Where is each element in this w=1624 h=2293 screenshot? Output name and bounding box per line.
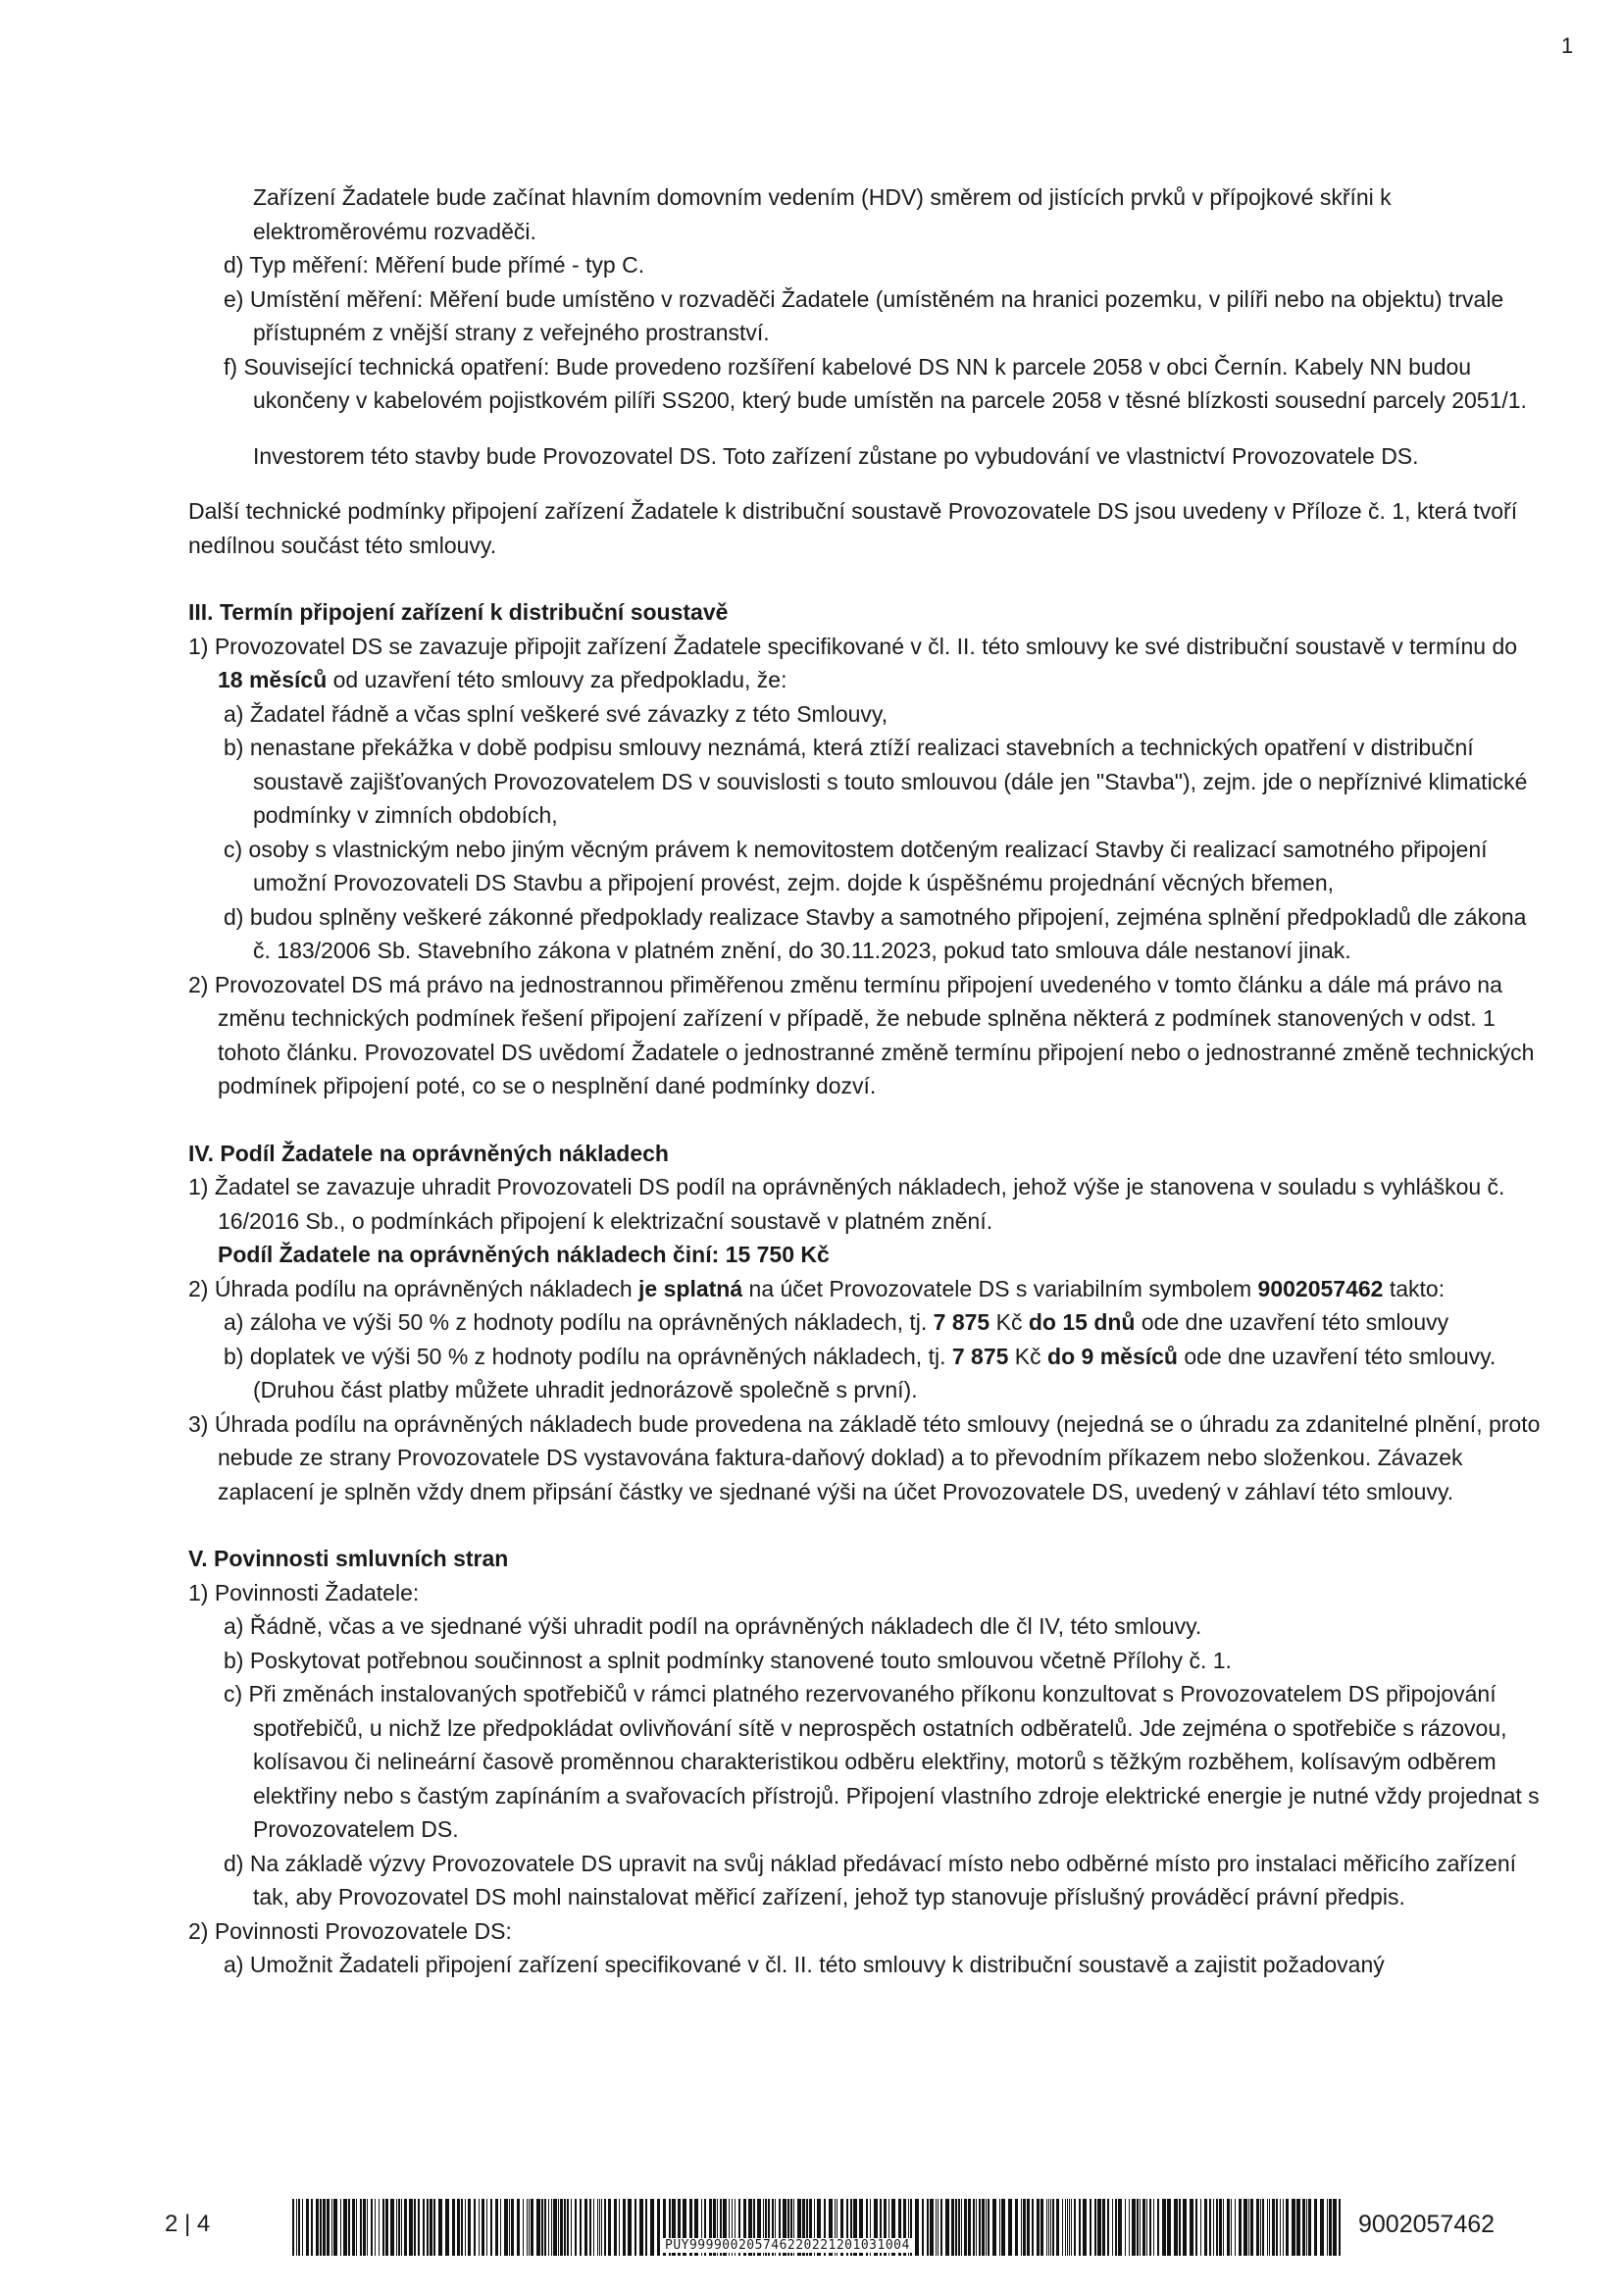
barcode-bar [302,2199,303,2256]
barcode-bar [1001,2199,1005,2256]
page-number: 2 | 4 [165,2211,211,2237]
barcode-bar [623,2199,626,2256]
barcode-bar [1267,2199,1268,2256]
barcode-bar [1250,2199,1253,2256]
barcode-bar [418,2199,420,2256]
barcode-bar [445,2199,449,2256]
barcode-bar [356,2199,357,2256]
section-5-heading: V. Povinnosti smluvních stran [188,1546,509,1571]
section-4-item-b: b) doplatek ve výši 50 % z hodnoty podílu na oprávněných nákladech, tj. 7 875 Kč do 9 měsíců ode dne uzavření této smlouvy. (Druhou část platby můžete uhradit jednorázově společně s první). [224,1343,1497,1402]
barcode-bar [589,2199,591,2256]
barcode-bar [1125,2199,1126,2256]
barcode-bar [1260,2199,1261,2256]
barcode-bar [479,2199,480,2256]
barcode-bar [964,2199,967,2256]
barcode-bar [979,2199,981,2256]
section-5-item-a: a) Řádně, včas a ve sjednané výši uhradit podíl na oprávněných nákladech dle čl IV, této smlouvy. [224,1613,1202,1639]
barcode-bar [1102,2199,1105,2256]
barcode-bar [1132,2199,1136,2256]
barcode-bar [968,2199,971,2256]
barcode-bar [1235,2199,1236,2256]
barcode-bar [575,2199,577,2256]
barcode-bar [495,2199,498,2256]
section-5-item-b: b) Poskytovat potřebnou součinnost a splnit podmínky stanovené touto smlouvou včetně Přílohy č. 1. [224,1647,1232,1673]
barcode-bar [584,2199,587,2256]
barcode-bar [396,2199,397,2256]
barcode-bar [650,2199,654,2256]
barcode-bar [564,2199,566,2256]
section-4-paragraph-3: 3) Úhrada podílu na oprávněných nákladech bude provedena na základě této smlouvy (nejedná se o úhradu za zdanitelné plnění, proto nebude ze strany Provozovatele DS vystavována faktura-daňový doklad) a to převodním příkazem nebo složenkou. Závazek zaplacení je splněn vždy dnem připsání částky ve sjednané výši na účet Provozovatele DS, uvedený v záhlaví této smlouvy. [188,1410,1541,1504]
barcode-bar [945,2199,949,2256]
barcode-bar [1097,2199,1101,2256]
barcode-bar [1174,2199,1178,2256]
barcode-bar [367,2199,368,2256]
barcode-bar [414,2199,416,2256]
barcode-bar [938,2199,939,2256]
barcode-bar [1050,2199,1051,2256]
barcode-bar [529,2199,530,2256]
barcode-bar [531,2199,533,2256]
section-4-paragraph-1: 1) Žadatel se zavazuje uhradit Provozovateli DS podíl na oprávněných nákladech, jehož výše je stanovena v souladu s vyhláškou č. 16/2016 Sb., o podmínkách připojení k elektrizační soustavě v platném znění. [188,1174,1505,1234]
barcode-bar [1286,2199,1289,2256]
barcode-bar [992,2199,996,2256]
barcode-bar [551,2199,552,2256]
barcode-bar [409,2199,413,2256]
barcode-bar [1074,2199,1076,2256]
share-amount: Podíl Žadatele na oprávněných nákladech činí: 15 750 Kč [218,1242,830,1267]
barcode-bar [936,2199,937,2256]
barcode-bar [1269,2199,1270,2256]
section-3-item-a: a) Žadatel řádně a včas splní veškeré své závazky z této Smlouvy, [224,700,888,727]
barcode-bar [504,2199,508,2256]
barcode-bar [1079,2199,1081,2256]
barcode-bar [1302,2199,1305,2256]
barcode-bar [1320,2199,1324,2256]
barcode-bar [1179,2199,1181,2256]
investor-paragraph: Investorem této stavby bude Provozovatel DS. Toto zařízení zůstane po vybudování ve vlastnictví Provozovatele DS. [253,442,1419,469]
barcode-bar [1167,2199,1171,2256]
barcode-bar [292,2199,294,2256]
barcode-bar [548,2199,549,2256]
barcode-bar [327,2199,330,2256]
barcode-bar [1223,2199,1224,2256]
barcode-bar [1140,2199,1141,2256]
section-3-paragraph-2: 2) Provozovatel DS má právo na jednostrannou přiměřenou změnu termínu připojení uvedeného v tomto článku a dále má právo na změnu technických podmínek řešení připojení zařízení v případě, že nebude splněna některá z podmínek stanovených v odst. 1 tohoto článku. Provozovatel DS uvědomí Žadatele o jednostranné změně termínu připojení nebo o jednostranné změně technických podmínek připojení poté, co se o nesplnění dané podmínky dozví. [188,971,1535,1098]
barcode-bar [930,2199,934,2256]
barcode-bar [922,2199,924,2256]
barcode-bar [1216,2199,1218,2256]
barcode-bar [298,2199,300,2256]
barcode-bar [390,2199,394,2256]
barcode-bar [608,2199,611,2256]
item-d-metering-type: d) Typ měření: Měření bude přímé - typ C. [224,252,645,278]
barcode-bar [1183,2199,1187,2256]
section-4-item-a: a) záloha ve výši 50 % z hodnoty podílu na oprávněných nákladech, tj. 7 875 Kč do 15 dnů ode dne uzavření této smlouvy [224,1309,1449,1335]
barcode-bar [1333,2199,1337,2256]
barcode-bar [1052,2199,1054,2256]
barcode-bar [323,2199,326,2256]
continuation-text: Zařízení Žadatele bude začínat hlavním domovním vedením (HDV) směrem od jistících prvků v přípojkové skříni k elektroměrovému rozvaděči. [253,184,1392,244]
barcode-bar [360,2199,362,2256]
barcode-bar [423,2199,425,2256]
barcode-bar [1162,2199,1166,2256]
barcode-bar [474,2199,476,2256]
barcode-bar [1272,2199,1275,2256]
barcode-bar [401,2199,402,2256]
barcode-bar [1213,2199,1214,2256]
barcode-bar [509,2199,510,2256]
barcode-bar [1046,2199,1047,2256]
page-corner-mark: 1 [1561,33,1574,58]
barcode-bar [1115,2199,1117,2256]
barcode-bar [1248,2199,1249,2256]
barcode-bar [999,2199,1000,2256]
barcode-bar [427,2199,429,2256]
barcode-bar [404,2199,407,2256]
barcode-bar [1032,2199,1034,2256]
section-3-item-c: c) osoby s vlastnickým nebo jiným věcným právem k nemovitostem dotčeným realizací Stavby či realizací samotného připojení umožní Provozovateli DS Stavbu a připojení provést, zejm. dojde k úspěšnému projednání věcných břemen, [224,836,1488,895]
barcode-bar [567,2199,569,2256]
section-4-heading: IV. Podíl Žadatele na oprávněných nákladech [188,1140,669,1166]
barcode-bar [1021,2199,1022,2256]
section-3-heading: III. Termín připojení zařízení k distribuční soustavě [188,599,729,625]
barcode-bar [1094,2199,1096,2256]
barcode-bar [1062,2199,1063,2256]
section-5-item-d: d) Na základě výzvy Provozovatele DS upravit na svůj náklad předávací místo nebo odběrné místo pro instalaci měřicího zařízení tak, aby Provozovatel DS mohl nainstalovat měřicí zařízení, jehož typ stanovuje příslušný prováděcí právní předpis. [224,1850,1517,1910]
barcode-bar [1327,2199,1328,2256]
barcode-bar [490,2199,492,2256]
barcode-bar [1146,2199,1147,2256]
barcode-bar [1195,2199,1197,2256]
barcode-bar [1329,2199,1332,2256]
barcode-bar [544,2199,546,2256]
further-conditions-paragraph: Další technické podmínky připojení zařízení Žadatele k distribuční soustavě Provozovatele DS jsou uvedeny v Příloze č. 1, která tvoří nedílnou součást této smlouvy. [188,498,1518,558]
barcode-bar [1008,2199,1012,2256]
barcode-bar [1090,2199,1091,2256]
barcode-bar [541,2199,543,2256]
barcode-bar [619,2199,620,2256]
barcode-bar [558,2199,559,2256]
barcode-bar [438,2199,442,2256]
barcode-bar [1083,2199,1087,2256]
barcode-bar [457,2199,460,2256]
barcode-bar [461,2199,463,2256]
barcode-bar [915,2199,919,2256]
barcode-bar [1065,2199,1066,2256]
barcode-bar [599,2199,600,2256]
barcode-bar [385,2199,388,2256]
barcode-bar [348,2199,350,2256]
barcode-bar [1056,2199,1059,2256]
barcode-bar [1339,2199,1341,2256]
barcode-bar [331,2199,332,2256]
barcode-bar [1314,2199,1317,2256]
barcode-bar [1048,2199,1049,2256]
barcode-bar [352,2199,355,2256]
barcode-bar [523,2199,524,2256]
section-3-item-d: d) budou splněny veškeré zákonné předpoklady realizace Stavby a samotného připojení, zejména splnění předpokladů dle zákona č. 183/2006 Sb. Stavebního zákona v platném znění, do 30.11.2023, pokud tato smlouva dále nestanoví jinak. [224,903,1527,963]
barcode-bar [604,2199,606,2256]
barcode-bar [316,2199,319,2256]
barcode-bar [955,2199,957,2256]
barcode-bar [1262,2199,1264,2256]
barcode-bar [1137,2199,1139,2256]
barcode-bar [500,2199,501,2256]
barcode-bar [1256,2199,1259,2256]
barcode-bar [1027,2199,1030,2256]
barcode-bar [982,2199,985,2256]
document-number: 9002057462 [1358,2211,1496,2238]
barcode-bar [1040,2199,1043,2256]
barcode-bar [1118,2199,1122,2256]
barcode-bar [536,2199,540,2256]
barcode-bar [398,2199,400,2256]
barcode-bar [379,2199,380,2256]
barcode-bar [486,2199,487,2256]
barcode-bar [1112,2199,1113,2256]
barcode-bar [320,2199,322,2256]
barcode-bar [1190,2199,1193,2256]
barcode-bar [958,2199,960,2256]
barcode-bar [382,2199,384,2256]
barcode-bar [452,2199,455,2256]
barcode-bar [1227,2199,1230,2256]
barcode-bar [1067,2199,1068,2256]
barcode-bar [951,2199,954,2256]
barcode-bar [571,2199,572,2256]
barcode-bar [940,2199,942,2256]
barcode-bar [1276,2199,1278,2256]
barcode-bar [527,2199,528,2256]
barcode-bar [1231,2199,1232,2256]
barcode-bar [973,2199,975,2256]
barcode-bar [333,2199,337,2256]
barcode-bar [1306,2199,1307,2256]
barcode-bar [927,2199,929,2256]
barcode-bar [375,2199,376,2256]
section-5-item-c: c) Při změnách instalovaných spotřebičů v rámci platného rezervovaného příkonu konzultovat s Provozovatelem DS připojování spotřebičů, u nichž lze předpokládat ovlivňování sítě v neprospěch ostatních odběratelů. Jde zejména o spotřebiče s rázovou, kolísavou či nelineární časově proměnnou charakteristikou odběru elektřiny, motorů s těžkým rozběhem, kolísavým odběrem elektřiny nebo s častým zapínáním a svařovacích přístrojů. Připojení vlastního zdroje elektrické energie je nutné vždy projednat s Provozovatelem DS. [224,1681,1540,1842]
barcode-bar [1157,2199,1159,2256]
section-3-item-b: b) nenastane překážka v době podpisu smlouvy neznámá, která ztíží realizaci stavebních a technických opatření v distribuční soustavě zajišťovaných Provozovatelem DS v souvislosti s touto smlouvou (dále jen "Stavba"), zejm. jde o nepříznivé klimatické podmínky v zimních obdobích, [224,735,1528,828]
barcode-bar [433,2199,435,2256]
barcode-bar [560,2199,563,2256]
barcode-bar [1292,2199,1295,2256]
barcode-text: PUY99990020574622022120103100​4 [661,2238,914,2253]
item-f-technical-measures: f) Související technická opatření: Bude provedeno rozšíření kabelové DS NN k parcele 2058 v obci Černín. Kabely NN budou ukončeny v kabelovém pojistkovém pilíři SS200, který bude umístěn na parcele 2058 v těsné blízkosti sousední parcely 2051/1. [224,353,1527,413]
barcode-bar [639,2199,643,2256]
barcode-bar [1153,2199,1154,2256]
barcode-bar [553,2199,557,2256]
section-5-paragraph-2: 2) Povinnosti Provozovatele DS: [188,1917,512,1944]
barcode-bar [988,2199,990,2256]
barcode-bar [1283,2199,1284,2256]
barcode-bar [1219,2199,1222,2256]
barcode-bar [976,2199,977,2256]
barcode-bar [986,2199,987,2256]
barcode-bar [1296,2199,1300,2256]
document-body [188,180,1542,1982]
barcode-bar [430,2199,432,2256]
barcode-bar [371,2199,373,2256]
barcode-bar [1023,2199,1026,2256]
barcode-bar [517,2199,520,2256]
section-5-item-2a: a) Umožnit Žadateli připojení zařízení specifikované v čl. II. této smlouvy k distribuční soustavě a zajistit požadovaný [224,1952,1385,1977]
barcode-bar [482,2199,484,2256]
barcode-bar [1149,2199,1151,2256]
barcode-bar [1239,2199,1242,2256]
barcode-bar [628,2199,632,2256]
barcode-bar [465,2199,466,2256]
barcode-bar [593,2199,594,2256]
barcode-bar [657,2199,660,2256]
section-3-paragraph-1: 1) Provozovatel DS se zavazuje připojit zařízení Žadatele specifikované v čl. II. této smlouvy ke své distribuční soustavě v termínu do 18 měsíců od uzavření této smlouvy za předpokladu, že: [188,633,1518,692]
barcode-bar [468,2199,471,2256]
barcode-bar [634,2199,636,2256]
barcode-bar [580,2199,582,2256]
barcode-bar [311,2199,313,2256]
barcode-bar [1129,2199,1130,2256]
barcode-bar [1243,2199,1247,2256]
barcode-bar [306,2199,309,2256]
barcode-bar [340,2199,341,2256]
section-5-paragraph-1: 1) Povinnosti Žadatele: [188,1579,420,1605]
page-footer [0,2193,1624,2262]
barcode-bar [1308,2199,1311,2256]
barcode-bar [1107,2199,1109,2256]
barcode-bar [343,2199,347,2256]
barcode-bar [1200,2199,1201,2256]
barcode-bar [601,2199,602,2256]
barcode-bar [645,2199,647,2256]
barcode-bar [1069,2199,1070,2256]
barcode-bar [511,2199,514,2256]
barcode-bar [1142,2199,1145,2256]
barcode-bar [1209,2199,1211,2256]
barcode-bar [597,2199,598,2256]
section-4-paragraph-2: 2) Úhrada podílu na oprávněných nákladech je splatná na účet Provozovatele DS s variabilním symbolem 9002057462 takto: [188,1275,1446,1301]
barcode-bar [961,2199,962,2256]
barcode-bar [363,2199,366,2256]
barcode-bar [296,2199,297,2256]
item-e-metering-location: e) Umístění měření: Měření bude umístěno v rozvaděči Žadatele (umístěném na hranici pozemku, v pilíři nebo na objektu) trvale přístupném z vnější strany z veřejného prostranství. [224,285,1504,345]
barcode-bar [1015,2199,1018,2256]
barcode-bar [614,2199,617,2256]
barcode-bar [1204,2199,1207,2256]
barcode-bar [1037,2199,1040,2256]
barcode-bar [1071,2199,1072,2256]
barcode-bar [1280,2199,1281,2256]
